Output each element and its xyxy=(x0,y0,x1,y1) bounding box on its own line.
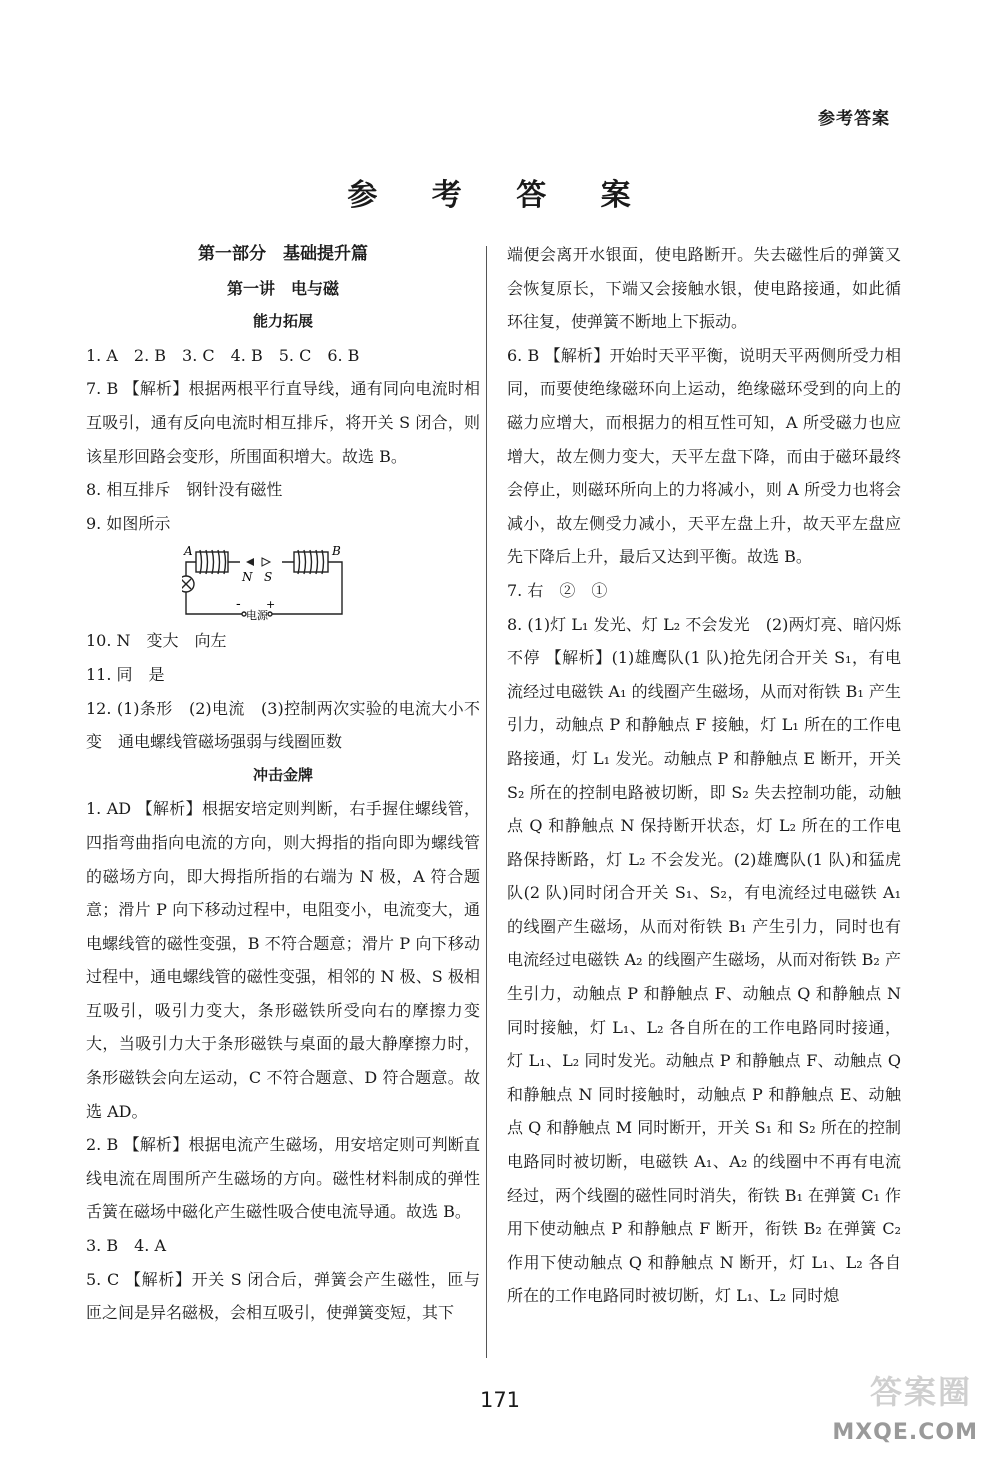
circuit-diagram xyxy=(182,544,362,624)
fig-label-a: A xyxy=(184,544,193,559)
gold-answer-2: 2. B 【解析】根据电流产生磁场，用安培定则可判断直线电流在周围所产生磁场的方向。磁性材料制成的弹性舌簧在磁场中磁化产生磁性吸合使电流导通。故选 B。 xyxy=(86,1135,480,1222)
gold-answer-5: 5. C 【解析】开关 S 闭合后，弹簧会产生磁性，匝与匝之间是异名磁极，会相互吸引，使弹簧变短，其下 xyxy=(86,1269,480,1323)
fig-label-minus: - xyxy=(236,597,241,613)
circuit-figure xyxy=(86,544,480,624)
gold-answers-3-4: 3. B 4. A xyxy=(86,1236,167,1256)
fig-label-plus: + xyxy=(266,598,276,612)
part-title: 第一部分 基础提升篇 xyxy=(198,244,368,264)
watermark-mark: 答案圈 xyxy=(869,1373,972,1411)
answer-8: 8. 相互排斥 钢针没有磁性 xyxy=(86,480,283,500)
column-divider xyxy=(486,246,487,1358)
lecture-title: 第一讲 电与磁 xyxy=(226,278,339,298)
fig-label-n: N xyxy=(242,570,253,585)
section-title-ability: 能力拓展 xyxy=(252,312,313,331)
gold-answer-6: 6. B 【解析】开始时天平平衡，说明天平两侧所受力相同，而要使绝缘磁环向上运动，绝缘磁环受到的向上的磁力应增大，而根据力的相互性可知，A 所受磁力也应增大，故左侧力变大，天平左盘下降，而由于磁环最终会停止，则磁环所向上的力将减小，则 A 所受力也将会减小，故左侧受力减小，天平左盘上升，故天平左盘应先下降后上升，最后又达到平衡。故选 B。 xyxy=(507,345,901,567)
answer-9: 9. 如图所示 xyxy=(86,513,171,533)
section-title-gold: 冲击金牌 xyxy=(252,765,313,784)
answer-7: 7. B 【解析】根据两根平行直导线，通有同向电流时相互吸引，通有反向电流时相互排斥，将开关 S 闭合，则该星形回路会变形，所围面积增大。故选 B。 xyxy=(86,379,480,466)
right-column xyxy=(507,238,901,1313)
answer-12: 12. (1)条形 (2)电流 (3)控制两次实验的电流大小不变 通电螺线管磁场强弱与线圈匝数 xyxy=(86,698,480,752)
left-column xyxy=(86,238,480,1330)
gold-answer-1: 1. AD 【解析】根据安培定则判断，右手握住螺线管，四指弯曲指向电流的方向，则大拇指的指向即为螺线管的磁场方向，即大拇指所指的右端为 N 极，A 符合题意；滑片 P 向下移动过程中，电阻变小，电流变大，通电螺线管的磁性变强，B 不符合题意；滑片 P 向下移动过程中，通电螺线管的磁性变强，相邻的 N 极、S 极相互吸引，吸引力变大，条形磁铁所受向右的摩擦力变大，当吸引力大于条形磁铁与桌面的最大静摩擦力时，条形磁铁会向左运动，C 不符合题意、D 符合题意。故选 AD。 xyxy=(86,799,480,1121)
gold-answer-5-continued: 端便会离开水银面，使电路断开。失去磁性后的弹簧又会恢复原长，下端又会接触水银，使电路接通，如此循环往复，使弹簧不断地上下振动。 xyxy=(507,245,901,332)
answers-1-6: 1. A 2. B 3. C 4. B 5. C 6. B xyxy=(86,345,360,365)
fig-label-s: S xyxy=(264,570,273,585)
watermark-url: MXQE.COM xyxy=(832,1420,978,1445)
running-header: 参考答案 xyxy=(818,109,890,129)
gold-answer-8: 8. (1)灯 L₁ 发光、灯 L₂ 不会发光 (2)两灯亮、暗闪烁不停 【解析】(1)雄鹰队(1 队)抢先闭合开关 S₁，有电流经过电磁铁 A₁ 的线圈产生磁场，从而对衔铁 B₁ 产生引力，动触点 P 和静触点 F 接触，灯 L₁ 所在的工作电路接通，灯 L₁ 发光。动触点 P 和静触点 E 断开，开关 S₂ 所在的控制电路被切断，即 S₂ 失去控制功能，动触点 Q 和静触点 N 保持断开状态，灯 L₂ 所在的工作电路保持断路，灯 L₂ 不会发光。(2)雄鹰队(1 队)和猛虎队(2 队)同时闭合开关 S₁、S₂，有电流经过电磁铁 A₁ 的线圈产生磁场，从而对衔铁 B₁ 产生引力，同时也有电流经过电磁铁 A₂ 的线圈产生磁场，从而对衔铁 B₂ 产生引力，动触点 P 和静触点 F、动触点 Q 和静触点 N 同时接触，灯 L₁、L₂ 各自所在的工作电路同时接通，灯 L₁、L₂ 同时发光。动触点 P 和静触点 F、动触点 Q 和静触点 N 同时接触时，动触点 P 和静触点 E、动触点 Q 和静触点 M 同时断开，开关 S₁ 和 S₂ 所在的控制电路同时被切断，电磁铁 A₁、A₂ 的线圈中不再有电流经过，两个线圈的磁性同时消失，衔铁 B₁ 在弹簧 C₁ 作用下使动触点 P 和静触点 F 断开，衔铁 B₂ 在弹簧 C₂ 作用下使动触点 Q 和静触点 N 断开，灯 L₁、L₂ 各自所在的工作电路同时被切断，灯 L₁、L₂ 同时熄 xyxy=(507,614,901,1306)
fig-label-power: 电源 xyxy=(246,609,268,623)
page-number: 171 xyxy=(479,1388,521,1412)
gold-answer-7: 7. 右 ② ① xyxy=(507,580,608,600)
fig-label-b: B xyxy=(332,544,341,559)
page-title: 参 考 答 案 xyxy=(347,178,653,213)
answer-10: 10. N 变大 向左 xyxy=(86,631,227,651)
answer-11: 11. 同 是 xyxy=(86,664,165,684)
